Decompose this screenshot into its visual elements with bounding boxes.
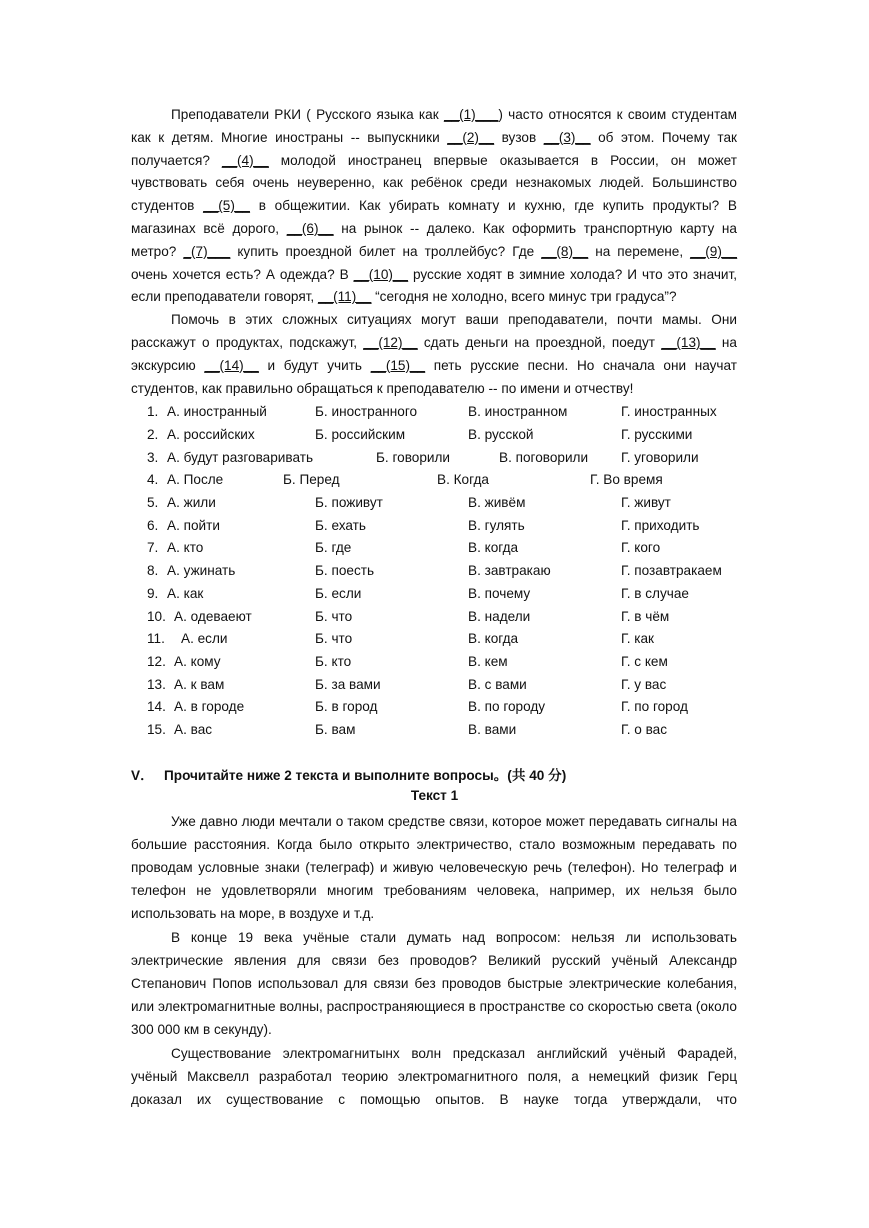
answer-blank: __(14)__ [204, 357, 259, 373]
question-number: 13. [147, 676, 166, 692]
cloze-paragraph-2 [131, 309, 737, 400]
option-c: В. русской [468, 427, 534, 443]
paragraph-text: вузов [494, 129, 544, 145]
cloze-paragraph-1 [131, 104, 737, 309]
question-number: 10. [147, 608, 166, 624]
option-row [131, 447, 737, 470]
question-number: 7. [147, 540, 159, 556]
question-number: 14. [147, 699, 166, 715]
paragraph-text: на экскурсию [131, 334, 737, 373]
option-b: Б. поесть [315, 563, 375, 579]
option-row [131, 401, 737, 424]
option-a: А. ужинать [167, 563, 236, 579]
paragraph-text: купить проездной билет на троллейбус? Где [230, 243, 542, 259]
option-b: Б. за вами [315, 676, 381, 692]
paragraph-text: на рынок -- далеко. Как оформить транспортную карту на метро? [131, 220, 737, 259]
option-b: Б. что [315, 631, 353, 647]
option-c: В. по городу [468, 699, 546, 715]
option-c: В. с вами [468, 676, 527, 692]
option-b: Б. говорили [376, 449, 451, 465]
answer-blank: __(15)__ [370, 357, 426, 373]
answer-blank: __(6)__ [286, 220, 334, 236]
option-d: Г. как [621, 631, 655, 647]
option-d: Г. уговорили [621, 449, 699, 465]
option-c: В. когда [468, 631, 519, 647]
option-b: Б. что [315, 608, 353, 624]
paragraph-text: сдать деньги на проездной, поедут [417, 334, 662, 350]
paragraph-text: ) часто относятся к своим студентам как к детям. Многие иностраны -- выпускники [131, 107, 737, 145]
paragraph-text: Помочь в этих сложных ситуациях могут ваши преподаватели, почти мамы. Они расскажут о продуктах, подскажут, [131, 312, 737, 350]
section-instruction: Прочитайте ниже 2 текста и выполните вопросы。(共 40 分) [164, 768, 567, 783]
paragraph-text: об этом. Почему так получается? [131, 129, 737, 168]
option-a: А. кому [174, 653, 221, 669]
option-c: В. гулять [468, 517, 525, 533]
option-b: Б. ехать [315, 517, 366, 533]
option-c: В. надели [468, 608, 531, 624]
paragraph-text: в общежитии. Как убирать комнату и кухню, где купить продукты? В магазинах всё дорого, [131, 198, 738, 236]
answer-blank: __(2)__ [447, 129, 495, 145]
option-row [131, 515, 737, 538]
paragraph-text: “сегодня не холодно, всего минус три градуса”? [371, 289, 677, 305]
option-d: Г. с кем [621, 653, 668, 669]
option-row [131, 651, 737, 674]
option-a: А. После [167, 472, 224, 488]
option-row [131, 492, 737, 515]
option-row [131, 606, 737, 629]
option-b: Б. кто [315, 653, 352, 669]
text-1-paragraph: Уже давно люди мечтали о таком средстве связи, которое может передавать сигналы на большие расстояния. Когда было открыто электричество, стало возможным передавать по проводам условные знаки (телеграф) и живую человеческую речь (телефон). Но телеграф и телефон не удовлетворяли многим требованиям человека, например, их нельзя было использовать на море, в воздухе и т.д. [131, 814, 737, 921]
question-number: 6. [147, 517, 159, 533]
answer-blank: _(7)___ [183, 243, 231, 259]
option-d: Г. в чём [621, 608, 670, 624]
option-row [131, 719, 737, 742]
option-a: А. одеваеют [174, 608, 252, 624]
option-d: Г. иностранных [621, 404, 717, 420]
text-1-paragraph: В конце 19 века учёные стали думать над вопросом: нельзя ли использовать электрические явления для связи без проводов? Великий русский учёный Александр Степанович Попов использовал для связи без проводов быстрые электрические колебания, или электромагнитные волны, распространяющиеся в пространстве со скоростью света (около 300 000 км в секунду). [131, 930, 737, 1037]
option-c: В. кем [468, 653, 508, 669]
option-row [131, 674, 737, 697]
question-number: 11. [147, 631, 165, 647]
paragraph-text: петь русские песни. Но сначала они научат студентов, как правильно обращаться к преподавателю -- по имени и отчеству! [131, 357, 737, 396]
answer-blank: __(8)__ [541, 243, 589, 259]
option-row [131, 537, 737, 560]
option-b: Б. где [315, 540, 352, 556]
question-number: 8. [147, 563, 159, 579]
text-title: Текст 1 [410, 788, 459, 803]
option-a: А. к вам [174, 676, 225, 692]
option-d: Г. живут [621, 495, 671, 511]
option-a: А. вас [174, 721, 213, 737]
question-number: 12. [147, 653, 166, 669]
option-a: А. если [181, 631, 228, 647]
option-row [131, 469, 737, 492]
option-row [131, 628, 737, 651]
text-1-body [131, 810, 737, 1111]
option-d: Г. у вас [621, 676, 667, 692]
option-b: Б. если [315, 585, 362, 601]
option-c: В. почему [468, 585, 531, 601]
option-a: А. кто [167, 540, 204, 556]
option-a: А. российских [167, 427, 255, 443]
question-number: 1. [147, 404, 159, 420]
option-c: В. вами [468, 721, 517, 737]
option-a: А. пойти [167, 517, 220, 533]
option-row [131, 696, 737, 719]
answer-blank: __(11)__ [317, 289, 372, 305]
answer-blank: __(10)__ [353, 266, 409, 282]
option-c: В. иностранном [468, 404, 568, 420]
option-b: Б. поживут [315, 495, 383, 511]
option-c: В. когда [468, 540, 519, 556]
question-number: 15. [147, 721, 166, 737]
option-c: В. завтракаю [468, 563, 551, 579]
option-row [131, 583, 737, 606]
option-b: Б. в город [315, 699, 378, 715]
option-d: Г. кого [621, 540, 661, 556]
option-a: А. будут разговаривать [167, 449, 314, 465]
section-heading [131, 764, 566, 784]
option-d: Г. приходить [621, 517, 700, 533]
question-number: 9. [147, 585, 159, 601]
option-d: Г. позавтракаем [621, 563, 722, 579]
option-a: А. как [167, 585, 204, 601]
option-b: Б. российским [315, 427, 406, 443]
option-d: Г. о вас [621, 721, 668, 737]
paragraph-text: на перемене, [588, 243, 691, 259]
answer-options [131, 401, 737, 741]
question-number: 5. [147, 495, 159, 511]
cloze-section [131, 104, 737, 742]
option-a: А. в городе [174, 699, 245, 715]
option-d: Г. по город [621, 699, 688, 715]
option-row [131, 560, 737, 583]
question-number: 3. [147, 449, 159, 465]
option-c: В. поговорили [499, 449, 589, 465]
paragraph-text: молодой иностранец впервые оказывается в России, он может чувствовать себя очень неуверенно, как ребёнок среди незнакомых людей. Большинство студентов [131, 152, 737, 214]
answer-blank: __(1)___ [443, 107, 499, 122]
section-number: V． [131, 768, 154, 783]
answer-blank: __(13)__ [661, 334, 716, 350]
option-d: Г. русскими [621, 427, 693, 443]
paragraph-text: русские ходят в зимние холода? И что это значит, если преподаватели говорят, [131, 266, 737, 305]
option-b: Б. Перед [283, 472, 340, 488]
paragraph-text: очень хочется есть? А одежда? В [131, 266, 354, 282]
answer-blank: __(5)__ [203, 198, 250, 214]
answer-blank: __(12)__ [363, 334, 418, 350]
option-b: Б. вам [315, 721, 356, 737]
option-c: В. живём [468, 495, 526, 511]
question-number: 4. [147, 472, 159, 488]
answer-blank: __(4)__ [221, 152, 269, 168]
option-a: А. жили [167, 495, 216, 511]
answer-blank: __(3)__ [543, 129, 591, 145]
text-1-paragraph: Существование электромагнитынх волн предсказал английский учёный Фарадей, учёный Максвелл разработал теорию электромагнитного поля, а немецкий физик Герц доказал их существование с помощью опытов. В науке тогда утверждали, что [131, 1046, 737, 1107]
question-number: 2. [147, 427, 159, 443]
option-d: Г. Во время [590, 472, 663, 488]
option-d: Г. в случае [621, 585, 689, 601]
option-c: В. Когда [437, 472, 489, 488]
answer-blank: __(9)__ [690, 243, 738, 259]
paragraph-text: и будут учить [258, 357, 371, 373]
option-a: А. иностранный [167, 404, 267, 420]
option-row [131, 424, 737, 447]
option-b: Б. иностранного [315, 404, 418, 420]
paragraph-text: Преподаватели РКИ ( Русского языка как [171, 107, 444, 122]
